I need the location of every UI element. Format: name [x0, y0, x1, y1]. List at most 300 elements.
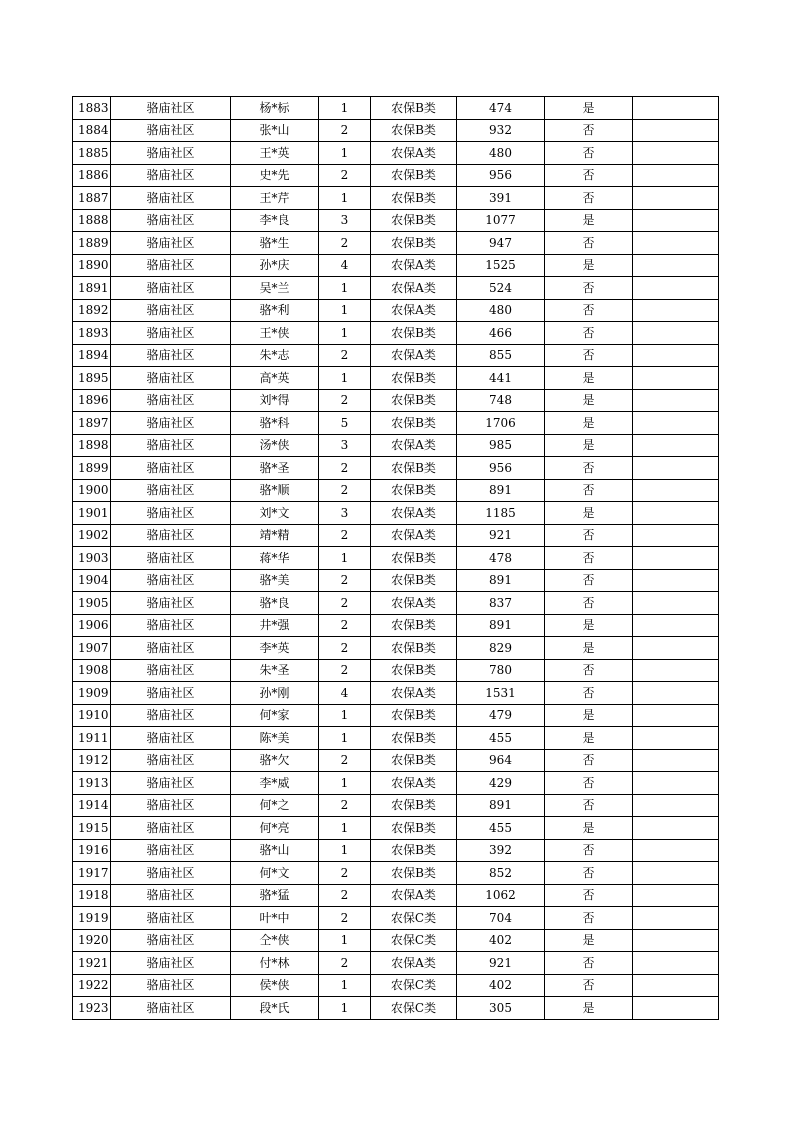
household-size-cell: 1 — [319, 97, 371, 120]
remark-cell — [633, 952, 719, 975]
table-row — [73, 569, 719, 592]
flag-cell: 是 — [545, 727, 633, 750]
table-row — [73, 142, 719, 165]
name-cell: 靖*精 — [231, 524, 319, 547]
household-size-cell: 2 — [319, 164, 371, 187]
remark-cell — [633, 232, 719, 255]
remark-cell — [633, 817, 719, 840]
amount-cell: 305 — [457, 997, 545, 1020]
flag-cell: 否 — [545, 682, 633, 705]
amount-cell: 455 — [457, 817, 545, 840]
remark-cell — [633, 209, 719, 232]
community-cell: 骆庙社区 — [111, 322, 231, 345]
table-row — [73, 457, 719, 480]
community-cell: 骆庙社区 — [111, 187, 231, 210]
community-cell: 骆庙社区 — [111, 794, 231, 817]
community-cell: 骆庙社区 — [111, 772, 231, 795]
row-id-cell: 1890 — [73, 254, 111, 277]
row-id-cell: 1919 — [73, 907, 111, 930]
household-size-cell: 1 — [319, 974, 371, 997]
name-cell: 骆*利 — [231, 299, 319, 322]
household-size-cell: 1 — [319, 817, 371, 840]
community-cell: 骆庙社区 — [111, 659, 231, 682]
amount-cell: 891 — [457, 479, 545, 502]
name-cell: 刘*得 — [231, 389, 319, 412]
remark-cell — [633, 97, 719, 120]
table-row — [73, 862, 719, 885]
insurance-type-cell: 农保A类 — [371, 344, 457, 367]
household-size-cell: 1 — [319, 322, 371, 345]
flag-cell: 是 — [545, 254, 633, 277]
community-cell: 骆庙社区 — [111, 524, 231, 547]
insurance-type-cell: 农保A类 — [371, 299, 457, 322]
flag-cell: 否 — [545, 142, 633, 165]
amount-cell: 429 — [457, 772, 545, 795]
name-cell: 骆*生 — [231, 232, 319, 255]
community-cell: 骆庙社区 — [111, 862, 231, 885]
amount-cell: 891 — [457, 614, 545, 637]
flag-cell: 否 — [545, 974, 633, 997]
community-cell: 骆庙社区 — [111, 997, 231, 1020]
community-cell: 骆庙社区 — [111, 952, 231, 975]
amount-cell: 392 — [457, 839, 545, 862]
table-row — [73, 434, 719, 457]
amount-cell: 402 — [457, 929, 545, 952]
flag-cell: 否 — [545, 187, 633, 210]
row-id-cell: 1912 — [73, 749, 111, 772]
amount-cell: 964 — [457, 749, 545, 772]
name-cell: 王*芹 — [231, 187, 319, 210]
row-id-cell: 1885 — [73, 142, 111, 165]
row-id-cell: 1909 — [73, 682, 111, 705]
household-size-cell: 1 — [319, 547, 371, 570]
table-row — [73, 187, 719, 210]
name-cell: 汤*侠 — [231, 434, 319, 457]
flag-cell: 否 — [545, 164, 633, 187]
insurance-type-cell: 农保B类 — [371, 794, 457, 817]
name-cell: 骆*圣 — [231, 457, 319, 480]
flag-cell: 否 — [545, 277, 633, 300]
insurance-type-cell: 农保A类 — [371, 254, 457, 277]
row-id-cell: 1921 — [73, 952, 111, 975]
table-row — [73, 659, 719, 682]
remark-cell — [633, 457, 719, 480]
insurance-type-cell: 农保B类 — [371, 367, 457, 390]
community-cell: 骆庙社区 — [111, 817, 231, 840]
table-row — [73, 412, 719, 435]
community-cell: 骆庙社区 — [111, 502, 231, 525]
community-cell: 骆庙社区 — [111, 232, 231, 255]
row-id-cell: 1903 — [73, 547, 111, 570]
table-row — [73, 749, 719, 772]
remark-cell — [633, 344, 719, 367]
flag-cell: 否 — [545, 884, 633, 907]
flag-cell: 是 — [545, 434, 633, 457]
insurance-type-cell: 农保B类 — [371, 569, 457, 592]
household-size-cell: 2 — [319, 614, 371, 637]
household-size-cell: 5 — [319, 412, 371, 435]
insurance-type-cell: 农保B类 — [371, 119, 457, 142]
remark-cell — [633, 659, 719, 682]
household-size-cell: 2 — [319, 794, 371, 817]
household-size-cell: 2 — [319, 637, 371, 660]
insurance-type-cell: 农保A类 — [371, 884, 457, 907]
remark-cell — [633, 929, 719, 952]
row-id-cell: 1895 — [73, 367, 111, 390]
name-cell: 何*家 — [231, 704, 319, 727]
remark-cell — [633, 569, 719, 592]
insurance-type-cell: 农保B类 — [371, 209, 457, 232]
flag-cell: 是 — [545, 637, 633, 660]
table-row — [73, 614, 719, 637]
community-cell: 骆庙社区 — [111, 142, 231, 165]
table-row — [73, 817, 719, 840]
remark-cell — [633, 727, 719, 750]
name-cell: 李*威 — [231, 772, 319, 795]
name-cell: 孙*庆 — [231, 254, 319, 277]
table-row — [73, 704, 719, 727]
name-cell: 孙*刚 — [231, 682, 319, 705]
household-size-cell: 1 — [319, 142, 371, 165]
row-id-cell: 1914 — [73, 794, 111, 817]
insurance-type-cell: 农保A类 — [371, 682, 457, 705]
community-cell: 骆庙社区 — [111, 907, 231, 930]
flag-cell: 是 — [545, 97, 633, 120]
household-size-cell: 2 — [319, 389, 371, 412]
table-row — [73, 119, 719, 142]
amount-cell: 1706 — [457, 412, 545, 435]
flag-cell: 是 — [545, 614, 633, 637]
remark-cell — [633, 119, 719, 142]
flag-cell: 否 — [545, 547, 633, 570]
community-cell: 骆庙社区 — [111, 299, 231, 322]
row-id-cell: 1917 — [73, 862, 111, 885]
household-size-cell: 2 — [319, 524, 371, 547]
name-cell: 李*英 — [231, 637, 319, 660]
row-id-cell: 1916 — [73, 839, 111, 862]
table-row — [73, 232, 719, 255]
community-cell: 骆庙社区 — [111, 254, 231, 277]
remark-cell — [633, 997, 719, 1020]
insurance-type-cell: 农保B类 — [371, 97, 457, 120]
community-cell: 骆庙社区 — [111, 749, 231, 772]
table-row — [73, 839, 719, 862]
household-size-cell: 2 — [319, 749, 371, 772]
insurance-type-cell: 农保C类 — [371, 907, 457, 930]
row-id-cell: 1883 — [73, 97, 111, 120]
table-row — [73, 367, 719, 390]
flag-cell: 否 — [545, 569, 633, 592]
amount-cell: 455 — [457, 727, 545, 750]
row-id-cell: 1901 — [73, 502, 111, 525]
amount-cell: 466 — [457, 322, 545, 345]
remark-cell — [633, 389, 719, 412]
insurance-type-cell: 农保B类 — [371, 637, 457, 660]
flag-cell: 否 — [545, 457, 633, 480]
row-id-cell: 1902 — [73, 524, 111, 547]
remark-cell — [633, 907, 719, 930]
table-row — [73, 929, 719, 952]
household-size-cell: 1 — [319, 704, 371, 727]
row-id-cell: 1889 — [73, 232, 111, 255]
flag-cell: 否 — [545, 479, 633, 502]
flag-cell: 是 — [545, 929, 633, 952]
amount-cell: 1077 — [457, 209, 545, 232]
name-cell: 仝*侠 — [231, 929, 319, 952]
table-row — [73, 322, 719, 345]
name-cell: 骆*山 — [231, 839, 319, 862]
insurance-type-cell: 农保C类 — [371, 974, 457, 997]
name-cell: 何*之 — [231, 794, 319, 817]
remark-cell — [633, 749, 719, 772]
remark-cell — [633, 704, 719, 727]
community-cell: 骆庙社区 — [111, 434, 231, 457]
flag-cell: 否 — [545, 659, 633, 682]
name-cell: 何*文 — [231, 862, 319, 885]
amount-cell: 1525 — [457, 254, 545, 277]
insurance-type-cell: 农保B类 — [371, 457, 457, 480]
insurance-type-cell: 农保C类 — [371, 997, 457, 1020]
remark-cell — [633, 974, 719, 997]
insurance-type-cell: 农保A类 — [371, 592, 457, 615]
flag-cell: 否 — [545, 299, 633, 322]
community-cell: 骆庙社区 — [111, 704, 231, 727]
name-cell: 刘*文 — [231, 502, 319, 525]
insurance-type-cell: 农保B类 — [371, 164, 457, 187]
household-size-cell: 3 — [319, 434, 371, 457]
row-id-cell: 1913 — [73, 772, 111, 795]
amount-cell: 780 — [457, 659, 545, 682]
amount-cell: 1062 — [457, 884, 545, 907]
flag-cell: 否 — [545, 907, 633, 930]
row-id-cell: 1923 — [73, 997, 111, 1020]
household-size-cell: 1 — [319, 367, 371, 390]
insurance-type-cell: 农保A类 — [371, 952, 457, 975]
table-row — [73, 772, 719, 795]
remark-cell — [633, 299, 719, 322]
table-row — [73, 479, 719, 502]
name-cell: 骆*猛 — [231, 884, 319, 907]
row-id-cell: 1906 — [73, 614, 111, 637]
insurance-type-cell: 农保A类 — [371, 277, 457, 300]
name-cell: 骆*美 — [231, 569, 319, 592]
flag-cell: 否 — [545, 952, 633, 975]
table-row — [73, 299, 719, 322]
amount-cell: 921 — [457, 952, 545, 975]
name-cell: 井*强 — [231, 614, 319, 637]
remark-cell — [633, 412, 719, 435]
community-cell: 骆庙社区 — [111, 637, 231, 660]
flag-cell: 否 — [545, 862, 633, 885]
row-id-cell: 1893 — [73, 322, 111, 345]
amount-cell: 956 — [457, 457, 545, 480]
name-cell: 陈*美 — [231, 727, 319, 750]
insurance-type-cell: 农保C类 — [371, 929, 457, 952]
amount-cell: 947 — [457, 232, 545, 255]
row-id-cell: 1898 — [73, 434, 111, 457]
household-size-cell: 2 — [319, 119, 371, 142]
flag-cell: 否 — [545, 794, 633, 817]
community-cell: 骆庙社区 — [111, 164, 231, 187]
amount-cell: 480 — [457, 299, 545, 322]
amount-cell: 956 — [457, 164, 545, 187]
table-row — [73, 254, 719, 277]
table-row — [73, 884, 719, 907]
community-cell: 骆庙社区 — [111, 344, 231, 367]
amount-cell: 1185 — [457, 502, 545, 525]
remark-cell — [633, 187, 719, 210]
insurance-type-cell: 农保B类 — [371, 389, 457, 412]
flag-cell: 否 — [545, 839, 633, 862]
household-size-cell: 1 — [319, 277, 371, 300]
community-cell: 骆庙社区 — [111, 412, 231, 435]
community-cell: 骆庙社区 — [111, 547, 231, 570]
data-table — [72, 96, 719, 1020]
remark-cell — [633, 682, 719, 705]
insurance-type-cell: 农保B类 — [371, 839, 457, 862]
amount-cell: 391 — [457, 187, 545, 210]
household-size-cell: 2 — [319, 952, 371, 975]
name-cell: 高*英 — [231, 367, 319, 390]
amount-cell: 829 — [457, 637, 545, 660]
row-id-cell: 1920 — [73, 929, 111, 952]
remark-cell — [633, 277, 719, 300]
insurance-type-cell: 农保B类 — [371, 749, 457, 772]
flag-cell: 否 — [545, 592, 633, 615]
insurance-type-cell: 农保B类 — [371, 187, 457, 210]
insurance-type-cell: 农保B类 — [371, 659, 457, 682]
table-row — [73, 952, 719, 975]
name-cell: 史*先 — [231, 164, 319, 187]
flag-cell: 否 — [545, 749, 633, 772]
row-id-cell: 1911 — [73, 727, 111, 750]
name-cell: 骆*良 — [231, 592, 319, 615]
flag-cell: 是 — [545, 412, 633, 435]
table-row — [73, 997, 719, 1020]
household-size-cell: 2 — [319, 659, 371, 682]
remark-cell — [633, 884, 719, 907]
table-row — [73, 164, 719, 187]
amount-cell: 837 — [457, 592, 545, 615]
row-id-cell: 1899 — [73, 457, 111, 480]
name-cell: 叶*中 — [231, 907, 319, 930]
remark-cell — [633, 164, 719, 187]
flag-cell: 否 — [545, 232, 633, 255]
remark-cell — [633, 547, 719, 570]
remark-cell — [633, 322, 719, 345]
household-size-cell: 2 — [319, 344, 371, 367]
remark-cell — [633, 637, 719, 660]
row-id-cell: 1894 — [73, 344, 111, 367]
flag-cell: 是 — [545, 997, 633, 1020]
amount-cell: 478 — [457, 547, 545, 570]
row-id-cell: 1908 — [73, 659, 111, 682]
amount-cell: 748 — [457, 389, 545, 412]
insurance-type-cell: 农保B类 — [371, 322, 457, 345]
community-cell: 骆庙社区 — [111, 457, 231, 480]
table-body — [73, 97, 719, 1020]
table-row — [73, 97, 719, 120]
community-cell: 骆庙社区 — [111, 209, 231, 232]
name-cell: 骆*科 — [231, 412, 319, 435]
community-cell: 骆庙社区 — [111, 884, 231, 907]
row-id-cell: 1910 — [73, 704, 111, 727]
table-row — [73, 794, 719, 817]
remark-cell — [633, 142, 719, 165]
amount-cell: 932 — [457, 119, 545, 142]
community-cell: 骆庙社区 — [111, 929, 231, 952]
amount-cell: 479 — [457, 704, 545, 727]
name-cell: 张*山 — [231, 119, 319, 142]
flag-cell: 否 — [545, 772, 633, 795]
amount-cell: 985 — [457, 434, 545, 457]
insurance-type-cell: 农保B类 — [371, 704, 457, 727]
row-id-cell: 1891 — [73, 277, 111, 300]
flag-cell: 否 — [545, 344, 633, 367]
household-size-cell: 1 — [319, 839, 371, 862]
household-size-cell: 2 — [319, 232, 371, 255]
household-size-cell: 1 — [319, 929, 371, 952]
table-row — [73, 277, 719, 300]
remark-cell — [633, 434, 719, 457]
amount-cell: 891 — [457, 794, 545, 817]
amount-cell: 402 — [457, 974, 545, 997]
remark-cell — [633, 367, 719, 390]
name-cell: 杨*标 — [231, 97, 319, 120]
name-cell: 骆*顺 — [231, 479, 319, 502]
household-size-cell: 4 — [319, 254, 371, 277]
flag-cell: 否 — [545, 119, 633, 142]
table-row — [73, 637, 719, 660]
amount-cell: 480 — [457, 142, 545, 165]
amount-cell: 704 — [457, 907, 545, 930]
flag-cell: 是 — [545, 209, 633, 232]
community-cell: 骆庙社区 — [111, 614, 231, 637]
household-size-cell: 2 — [319, 862, 371, 885]
household-size-cell: 1 — [319, 299, 371, 322]
amount-cell: 1531 — [457, 682, 545, 705]
insurance-type-cell: 农保A类 — [371, 142, 457, 165]
remark-cell — [633, 479, 719, 502]
table-row — [73, 682, 719, 705]
community-cell: 骆庙社区 — [111, 367, 231, 390]
remark-cell — [633, 254, 719, 277]
flag-cell: 是 — [545, 704, 633, 727]
community-cell: 骆庙社区 — [111, 682, 231, 705]
table-row — [73, 974, 719, 997]
household-size-cell: 1 — [319, 187, 371, 210]
remark-cell — [633, 839, 719, 862]
row-id-cell: 1922 — [73, 974, 111, 997]
insurance-type-cell: 农保B类 — [371, 727, 457, 750]
row-id-cell: 1905 — [73, 592, 111, 615]
remark-cell — [633, 592, 719, 615]
flag-cell: 否 — [545, 524, 633, 547]
insurance-type-cell: 农保B类 — [371, 862, 457, 885]
table-row — [73, 524, 719, 547]
flag-cell: 是 — [545, 367, 633, 390]
row-id-cell: 1887 — [73, 187, 111, 210]
community-cell: 骆庙社区 — [111, 119, 231, 142]
flag-cell: 是 — [545, 502, 633, 525]
insurance-type-cell: 农保B类 — [371, 479, 457, 502]
amount-cell: 524 — [457, 277, 545, 300]
name-cell: 何*亮 — [231, 817, 319, 840]
row-id-cell: 1886 — [73, 164, 111, 187]
remark-cell — [633, 772, 719, 795]
amount-cell: 474 — [457, 97, 545, 120]
row-id-cell: 1904 — [73, 569, 111, 592]
